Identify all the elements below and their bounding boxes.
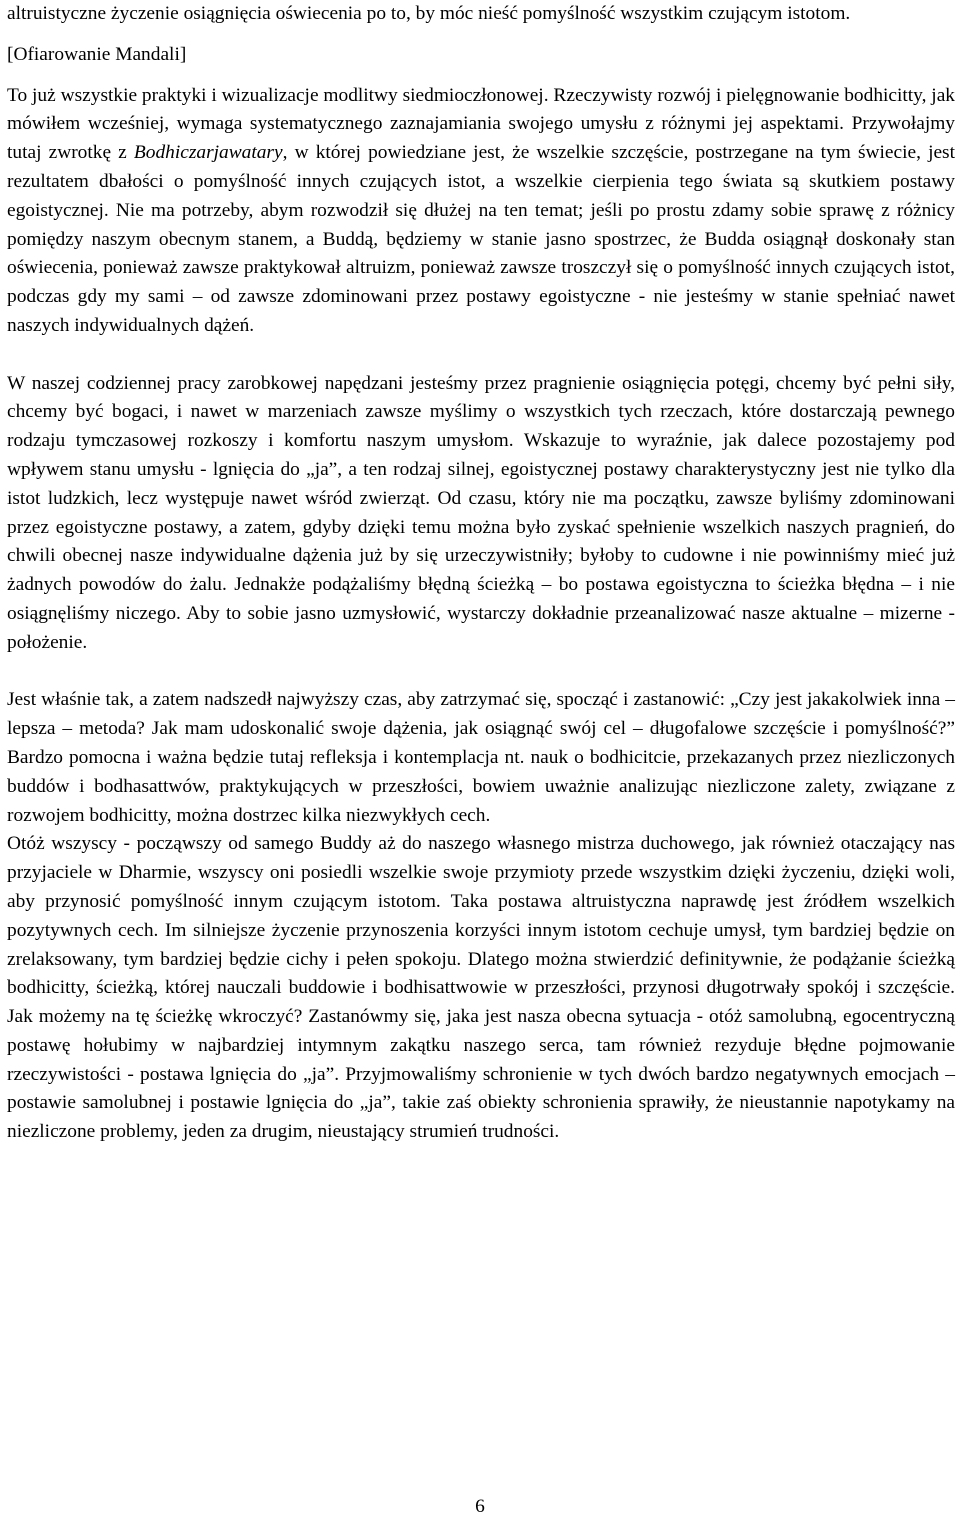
paragraph-intro: altruistyczne życzenie osiągnięcia oświecenia po to, by móc nieść pomyślność wszystkim czującym istotom. xyxy=(7,3,851,24)
spacer xyxy=(7,29,955,41)
paragraph-4: Otóż wszyscy - począwszy od samego Buddy aż do naszego własnego mistrza duchowego, jak również otaczający nas przyjaciele w Dharmie, wszyscy oni posiedli wszelkie swoje przymioty przede wszystkim dzięki życzeniu, dzięki woli, aby przynosić pomyślność innym czującym istotom. Taka postawa altruistyczna naprawdę jest źródłem wszelkich pozytywnych cech. Im silniejsze życzenie przynoszenia korzyści innym istotom cechuje umysł, tym bardziej będzie on zrelaksowany, tym bardziej będzie cichy i pełen spokoju. Dlatego można stwierdzić definitywnie, że podążanie ścieżką bodhicitty, ścieżką, której nauczali buddowie i bodhisattwowie w przeszłości, przynosi długotrwały spokój i szczęście. Jak możemy na tę ścieżkę wkroczyć? Zastanówmy się, jaka jest nasza obecna sytuacja - otóż samolubną, egocentryczną postawę hołubimy w najbardziej intymnym zakątku naszego serca, tam również rezyduje błędne pojmowanie rzeczywistości - postawa lgnięcia do „ja”. Przyjmowaliśmy schronienie w tych dwóch bardzo negatywnych emocjach – postawie samolubnej i postawie lgnięcia do „ja”, takie zaś obiekty schronienia sprawiły, że nieustannie napotykamy na niezliczone problemy, jeden za drugim, nieustający strumień trudności. xyxy=(7,833,955,1143)
spacer xyxy=(7,658,955,687)
paragraph-1-title-italic: Bodhiczarjawatary xyxy=(133,142,283,164)
document-page xyxy=(7,0,955,1147)
paragraph-3: Jest właśnie tak, a zatem nadszedł najwyższy czas, aby zatrzymać się, spocząć i zastanowić: „Czy jest jakakolwiek inna – lepsza – metoda? Jak mam udoskonalić swoje dążenia, jak osiągnąć swój cel – długofalowe szczęście i pomyślność?” Bardzo pomocna i ważna będzie tutaj refleksja i kontemplacja nt. nauk o bodhicitcie, przekazanych przez niezliczonych buddów i bodhasattwów, praktykujących w przeszłości, bowiem uważnie analizując niezliczone zalety, związane z rozwojem bodhicitty, można dostrzec kilka niezwykłych cech. xyxy=(7,689,955,826)
spacer xyxy=(7,70,955,82)
paragraph-1-text-b: , w której powiedziane jest, że wszelkie szczęście, postrzegane na tym świecie, jest rezultatem dbałości o pomyślność innych czujących istot, a wszelkie cierpienia tego świata są skutkiem postawy egoistycznej. Nie ma potrzeby, abym rozwodził się dłużej na ten temat; jeśli po prostu zdamy sobie sprawę z różnicy pomiędzy naszym obecnym stanem, a Buddą, będziemy w stanie jasno spostrzec, że Budda osiągnął doskonały stan oświecenia, ponieważ zawsze praktykował altruizm, ponieważ zawsze troszczył się o pomyślność innych czujących istot, podczas gdy my sami – od zawsze zdominowani przez postawy egoistyczne - nie jesteśmy w stanie spełniać nawet naszych indywidualnych dążeń. xyxy=(7,142,955,336)
paragraph-2: W naszej codziennej pracy zarobkowej napędzani jesteśmy przez pragnienie osiągnięcia potęgi, chcemy być pełni siły, chcemy być bogaci, i nawet w marzeniach zawsze myślimy o wszystkich tych rzeczach, które dostarczają pewnego rodzaju tymczasowej rozkoszy i komfortu naszym umysłom. Wskazuje to wyraźnie, jak dalece pozostajemy pod wpływem stanu umysłu - lgnięcia do „ja”, a ten rodzaj silnej, egoistycznej postawy charakterystyczny jest nie tylko dla istot ludzkich, lecz występuje nawet wśród zwierząt. Od czasu, który nie ma początku, zawsze byliśmy zdominowani przez egoistyczne postawy, a zatem, gdyby dzięki temu można było zyskać spełnienie wszelkich naszych pragnień, do chwili obecnej nasze indywidualne dążenia już by się urzeczywistniły; byłoby to cudowne i nie powinniśmy mieć już żadnych powodów do żalu. Jednakże podążaliśmy błędną ścieżką – bo postawa egoistyczna to ścieżka błędna – i nie osiągnęliśmy niczego. Aby to sobie jasno uzmysłowić, wystarczy dokładnie przeanalizować nasze aktualne – mizerne - położenie. xyxy=(7,372,955,653)
paragraph-1 xyxy=(7,82,955,341)
paragraph-1-text-a: To już wszystkie praktyki i wizualizacje modlitwy siedmioczłonowej. Rzeczywisty rozwój i pielęgnowanie bodhicitty, jak mówiłem wcześniej, wymaga systematycznego zaznajamiania swojego umysłu z różnymi jej aspektami. Przywołajmy tutaj zwrotkę z xyxy=(7,84,955,164)
page-number: 6 xyxy=(475,1496,485,1517)
heading-mandala-offering: [Ofiarowanie Mandali] xyxy=(7,43,187,65)
spacer xyxy=(7,341,955,370)
